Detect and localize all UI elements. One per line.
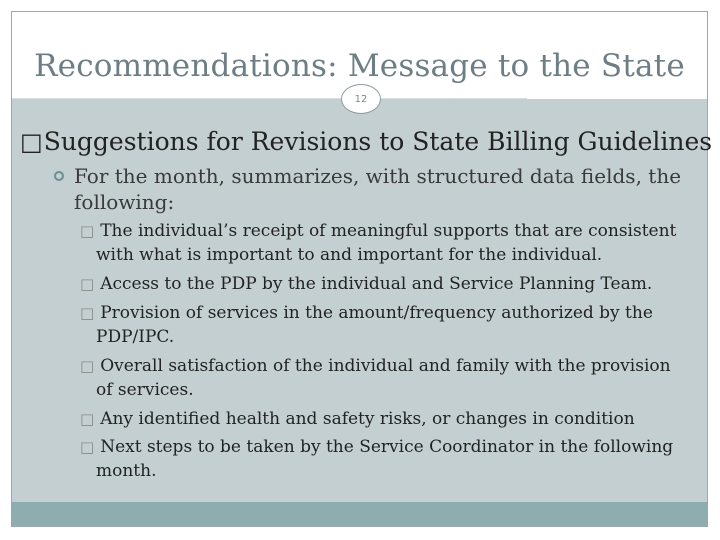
square-bullet-icon: □ — [80, 275, 95, 293]
ring-bullet-icon — [54, 171, 64, 181]
list-item-continuation: PDP/IPC. — [96, 327, 175, 347]
list-item — [80, 356, 671, 376]
list-item-text: Provision of services in the amount/frequency authorized by the — [100, 303, 653, 323]
square-bullet-icon: □ — [80, 357, 95, 375]
square-bullet-icon: □ — [20, 128, 43, 156]
list-item — [80, 221, 676, 241]
subpoint-line-1: For the month, summarizes, with structured data fields, the — [74, 164, 682, 188]
list-item-text: Access to the PDP by the individual and Service Planning Team. — [100, 274, 653, 294]
square-bullet-icon: □ — [80, 438, 95, 456]
list-item — [80, 303, 653, 323]
square-bullet-icon: □ — [80, 304, 95, 322]
list-item-text: Next steps to be taken by the Service Coordinator in the following — [100, 437, 674, 457]
list-item — [80, 409, 635, 429]
heading-text: Suggestions for Revisions to State Billing Guidelines — [43, 127, 713, 156]
list-item — [80, 437, 673, 457]
square-bullet-icon: □ — [80, 410, 95, 428]
square-bullet-icon: □ — [80, 222, 95, 240]
slide-number: 12 — [354, 93, 368, 105]
list-item-text: Any identified health and safety risks, or changes in condition — [100, 409, 635, 429]
heading-bullet — [20, 127, 712, 156]
list-item-text: The individual’s receipt of meaningful supports that are consistent — [100, 221, 677, 241]
slide-title: Recommendations: Message to the State — [34, 48, 685, 84]
list-item-continuation: of services. — [96, 380, 194, 400]
list-item-text: Overall satisfaction of the individual and family with the provision — [100, 356, 671, 376]
list-item-continuation: month. — [96, 461, 157, 481]
subpoint-line-2: following: — [74, 190, 175, 214]
list-item — [80, 274, 652, 294]
list-item-continuation: with what is important to and important for the individual. — [96, 245, 603, 265]
